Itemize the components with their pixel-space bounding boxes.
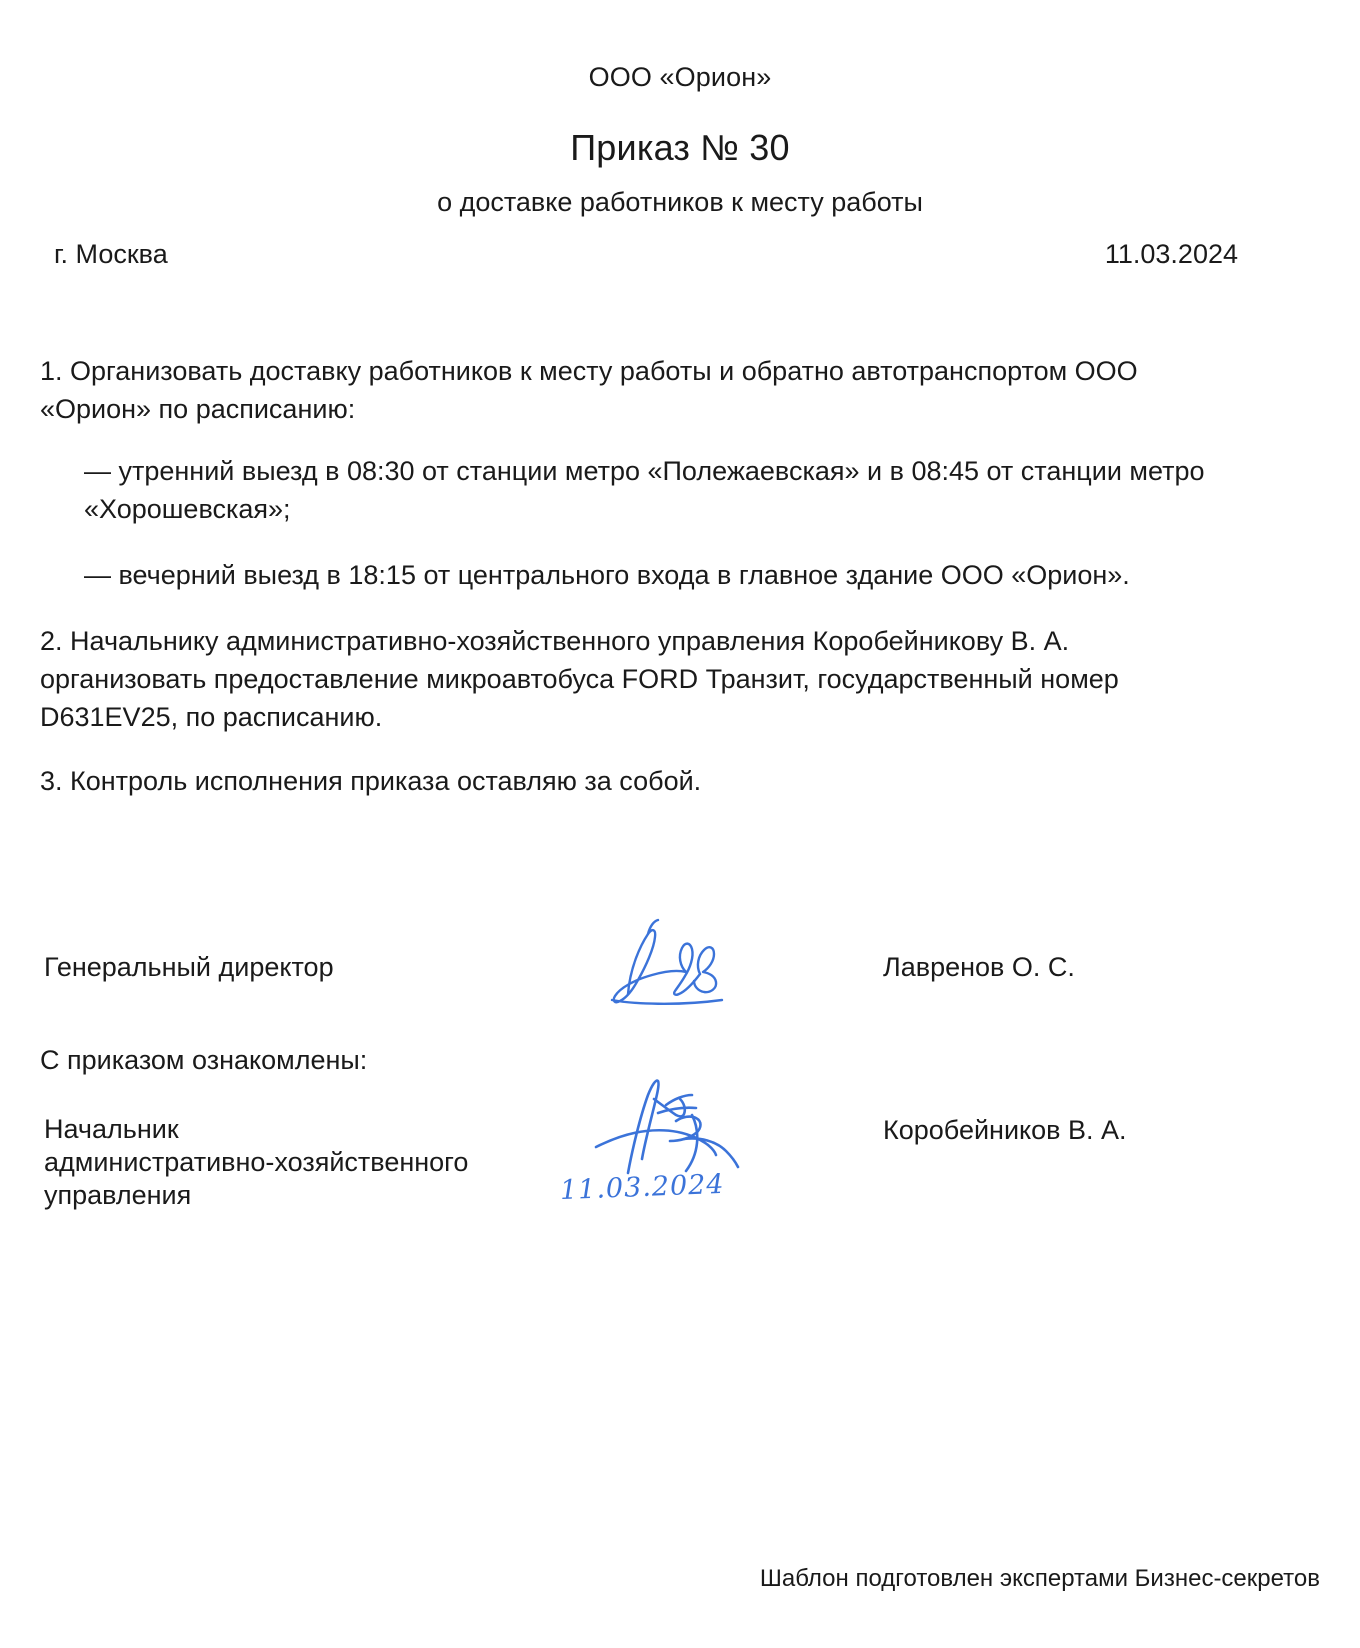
chief-name: Коробейников В. А. — [883, 1115, 1127, 1145]
organization-name: ООО «Орион» — [588, 62, 772, 92]
director-name: Лавренов О. С. — [883, 952, 1075, 982]
document-city: г. Москва — [54, 239, 168, 269]
handwritten-signature-icon — [582, 908, 802, 1018]
director-signature-row — [40, 950, 1240, 984]
director-signature-block — [40, 950, 1240, 984]
order-item-1-bullet-morning: — утренний выезд в 08:30 от станции метро «Полежаевская» и в 08:45 от станции метро «Хорошевская»; — [84, 456, 1205, 524]
chief-signature-block — [40, 1113, 1240, 1212]
chief-role-line-3: управления — [44, 1180, 192, 1210]
order-item-3: 3. Контроль исполнения приказа оставляю за собой. — [40, 766, 702, 796]
director-role: Генеральный директор — [44, 952, 334, 982]
order-item-1: 1. Организовать доставку работников к месту работы и обратно автотранспортом ООО «Орион» по расписанию: — [40, 356, 1138, 424]
document-body — [40, 352, 1220, 826]
order-item-2: 2. Начальнику административно-хозяйственного управления Коробейникову В. А. организовать предоставление микроавтобуса FORD Транзит, государственный номер D631EV25, по расписанию. — [40, 626, 1119, 732]
chief-role-line-1: Начальник — [44, 1114, 179, 1144]
chief-role-line-2: административно-хозяйственного — [44, 1147, 469, 1177]
order-item-1-bullet-evening: — вечерний выезд в 18:15 от центрального входа в главное здание ООО «Орион». — [84, 560, 1130, 590]
handwritten-signature-icon — [566, 1055, 796, 1185]
document-title: Приказ № 30 — [570, 127, 790, 168]
document-meta-row — [42, 237, 1238, 271]
chief-role — [40, 1113, 544, 1212]
chief-signature-row — [40, 1113, 1240, 1212]
chief-handwritten-date: 11.03.2024 — [559, 1168, 726, 1207]
footer-credit: Шаблон подготовлен экспертами Бизнес-секретов — [759, 1565, 1320, 1592]
acknowledgement-label: С приказом ознакомлены: — [40, 1045, 368, 1075]
document-date: 11.03.2024 — [1104, 239, 1238, 269]
document-subtitle: о доставке работников к месту работы — [437, 187, 923, 217]
